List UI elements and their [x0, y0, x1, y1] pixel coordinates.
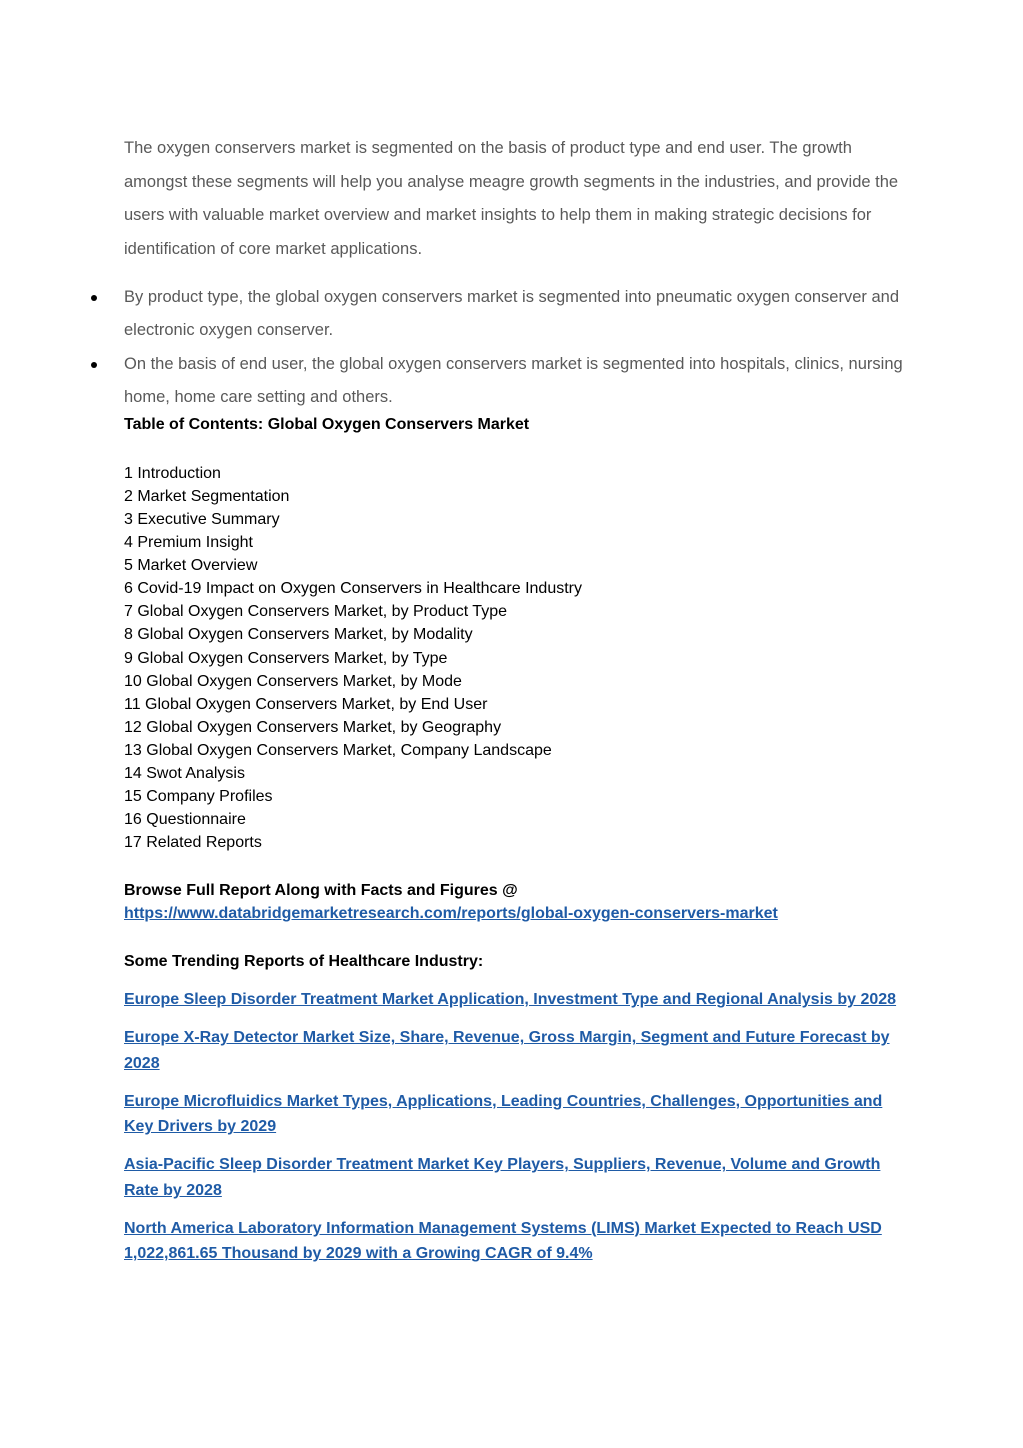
- intro-paragraph: The oxygen conservers market is segmented on the basis of product type and end user. The growth amongst these segments will help you analyse meagre growth segments in the industries, and provide the users with valuable market overview and market insights to help them in making strategic decisions for identification of core market applications.: [124, 139, 899, 259]
- bullet-icon: [91, 362, 97, 368]
- list-item: [124, 987, 914, 1013]
- toc-title: Table of Contents: Global Oxygen Conservers Market: [124, 415, 530, 433]
- toc-item: 12 Global Oxygen Conservers Market, by Geography: [124, 718, 502, 736]
- bullet-item-end-user: On the basis of end user, the global oxygen conservers market is segmented into hospitals, clinics, nursing home, home care setting and others.: [124, 348, 914, 415]
- trending-reports-heading: Some Trending Reports of Healthcare Industry:: [124, 953, 484, 971]
- report-link-europe-microfluidics[interactable]: Europe Microfluidics Market Types, Applications, Leading Countries, Challenges, Opportunities and Key Drivers by 2029: [124, 1092, 883, 1136]
- report-link-europe-sleep-disorder[interactable]: Europe Sleep Disorder Treatment Market Application, Investment Type and Regional Analysis by 2028: [124, 991, 897, 1009]
- segment-bullet-list: [124, 281, 914, 415]
- toc-item: 9 Global Oxygen Conservers Market, by Type: [124, 649, 448, 667]
- report-link-europe-xray-detector[interactable]: Europe X-Ray Detector Market Size, Share, Revenue, Gross Margin, Segment and Future Forecast by 2028: [124, 1029, 890, 1072]
- browse-report-heading: Browse Full Report Along with Facts and Figures @: [124, 882, 518, 900]
- toc-item: 7 Global Oxygen Conservers Market, by Product Type: [124, 603, 507, 621]
- bullet-icon: [91, 295, 97, 301]
- toc-item: 2 Market Segmentation: [124, 487, 290, 505]
- toc-item: 10 Global Oxygen Conservers Market, by Mode: [124, 672, 462, 690]
- bullet-item-product-type: By product type, the global oxygen conservers market is segmented into pneumatic oxygen conserver and electronic oxygen conserver.: [124, 281, 914, 348]
- toc-item: 17 Related Reports: [124, 834, 262, 852]
- list-item: [124, 1089, 914, 1140]
- toc-item: 4 Premium Insight: [124, 534, 253, 552]
- toc-item: 3 Executive Summary: [124, 511, 280, 528]
- toc-item: 15 Company Profiles: [124, 788, 273, 806]
- toc-item: 13 Global Oxygen Conservers Market, Company Landscape: [124, 741, 552, 759]
- toc-item: 5 Market Overview: [124, 557, 258, 575]
- report-link-na-lims[interactable]: North America Laboratory Information Management Systems (LIMS) Market Expected to Reach USD 1,022,861.65 Thousand by 2029 with a Growing CAGR of 9.4%: [124, 1219, 882, 1263]
- list-item: [124, 1216, 914, 1267]
- list-item: [124, 1025, 914, 1076]
- trending-reports-list: [124, 987, 914, 1267]
- document-page: [124, 132, 914, 1279]
- full-report-link[interactable]: https://www.databridgemarketresearch.com/reports/global-oxygen-conservers-market: [124, 905, 778, 923]
- toc-item: 1 Introduction: [124, 464, 221, 482]
- toc-item: 14 Swot Analysis: [124, 765, 245, 783]
- toc-item: 11 Global Oxygen Conservers Market, by End User: [124, 695, 488, 713]
- toc-item: 16 Questionnaire: [124, 811, 246, 829]
- toc-item: 6 Covid-19 Impact on Oxygen Conservers in Healthcare Industry: [124, 580, 582, 598]
- report-link-apac-sleep-disorder[interactable]: Asia-Pacific Sleep Disorder Treatment Market Key Players, Suppliers, Revenue, Volume and Growth Rate by 2028: [124, 1156, 881, 1199]
- toc-list: [124, 462, 914, 855]
- list-item: [124, 1152, 914, 1203]
- toc-item: 8 Global Oxygen Conservers Market, by Modality: [124, 626, 473, 644]
